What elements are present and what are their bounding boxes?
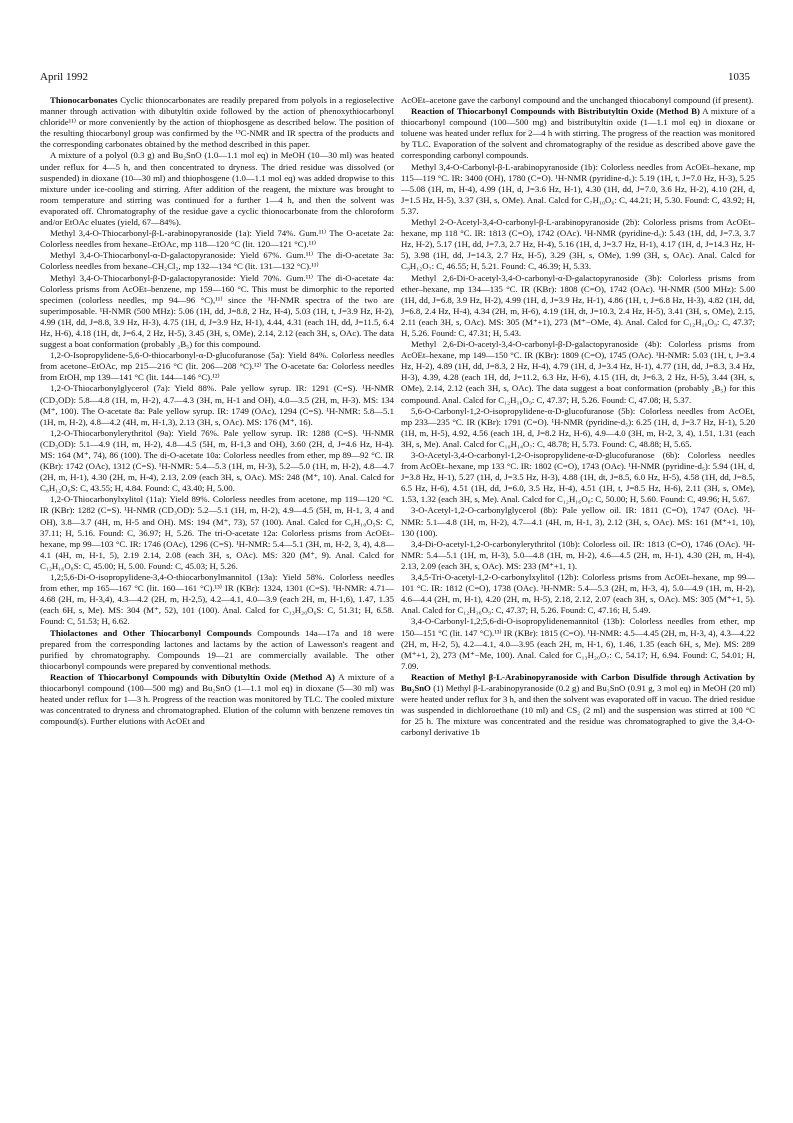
compound-entry: 5,6-O-Carbonyl-1,2-O-isopropylidene-α-D-glucofuranose (5b): Colorless needles from AcOEt, mp 233—235 °C. IR (KBr): 1791 (C=O). ¹H-NMR (pyridine-d₅): 6.25 (1H, d, J=3.7 Hz, H-1), 5.20 (1H, m, H-5), 4.92, 4.56 (each 1H, d, J=8.2 Hz, H-6), 4.9—4.0 (3H, m, H-2, 3, 4), 1.51, 1.31 (each 3H, s, Me). Anal. Calcd for C₁₀H₁₄O₇: C, 48.78; H, 5.73. Found: C, 48.88; H, 5.65. <box>401 405 755 449</box>
compound-entry: 1,2;5,6-Di-O-isopropylidene-3,4-O-thiocarbonylmannitol (13a): Yield 58%. Colorless needles from ether, mp 165—167 °C (lit. 160—161 °C).¹³⁾ IR (KBr): 1324, 1301 (C=S). ¹H-NMR: 4.71—4.68 (2H, m, H-3,4), 4.3—4.2 (2H, m, H-2,5), 4.2—4.1, 4.0—3.9 (each 2H, m, H-1,6), 1.47, 1.35 (each 6H, s, Me). MS: 304 (M⁺, 52), 101 (100). Anal. Calcd for C₁₃H₂₀O₆S: C, 51.31; H, 6.58. Found: C, 51.53; H, 6.62. <box>40 572 394 627</box>
paragraph-method-a: Reaction of Thiocarbonyl Compounds with Dibutyltin Oxide (Method A) A mixture of a thiocarbonyl compound (100—500 mg) and Bu₂SnO (1—1.1 mol eq) in dioxane (5—30 ml) was heated under reflux for 1—3 h. Progress of the reaction was monitored by TLC. The cooled mixture was concentrated to dryness and chromatographed. Elution of the column with benzene removes tin compound(s). Further elutions with AcOEt and <box>40 671 394 727</box>
section-heading: Reaction of Thiocarbonyl Compounds with Bistributyltin Oxide (Method B) <box>411 106 700 117</box>
compound-entry: 3,4,5-Tri-O-acetyl-1,2-O-carbonylxylitol (12b): Colorless prisms from AcOEt–hexane, mp 99—101 °C. IR: 1812 (C=O), 1738 (OAc). ¹H-NMR: 5.4—5.3 (2H, m, H-3, 4), 5.0—4.9 (1H, m, H-2), 4.6—4.4 (2H, m, H-1), 4.20 (2H, m, H-5), 2.18, 2.12, 2.07 (each 3H, s, OAc). MS: 305 (M⁺+1, 5). Anal. Calcd for C₁₂H₁₆O₉: C, 47.37; H, 5.26. Found: C, 47.16; H, 5.49. <box>401 572 755 616</box>
compound-entry: Methyl 3,4-O-Thiocarbonyl-β-D-galactopyranoside: Yield 70%. Gum.¹¹⁾ The di-O-acetate 4a: Colorless prisms from AcOEt–benzene, mp 159—160 °C. This must be dimorphic to the reported specimen (colorless needles, mp 94—96 °C),¹¹⁾ since the ¹H-NMR spectra of the two are superimposable. ¹H-NMR (500 MHz): 5.06 (1H, dd, J=8.8, 2 Hz, H-4), 5.03 (1H, t, J=3.9 Hz, H-2), 4.99 (1H, dd, J=8.8, 3.9 Hz, H-3), 4.75 (1H, d, J=3.9 Hz, H-1), 4.44, 4.31 (each 1H, dd, J=11.5, 6.4 Hz, H-6), 4.18 (1H, dt, J=6.4, 2 Hz, H-5), 3.45 (3H, s, OMe), 2.14, 2.12 (each 3H, s, OAc). The data suggest a boat conformation (probably ₂B₅) for this compound. <box>40 272 394 350</box>
page-number: 1035 <box>728 71 750 83</box>
compound-entry: Methyl 3,4-O-Thiocarbonyl-α-D-galactopyranoside: Yield 67%. Gum.¹¹⁾ The di-O-acetate 3a: Colorless needles from hexane–CH₂Cl₂, mp 132—134 °C (lit. 131—132 °C).¹¹⁾ <box>40 250 394 272</box>
compound-entry: 3-O-Acetyl-1,2-O-carbonylglycerol (8b): Pale yellow oil. IR: 1811 (C=O), 1747 (OAc). ¹H-NMR: 5.1—4.8 (1H, m, H-2), 4.7—4.1 (4H, m, H-1, 3), 2.12 (3H, s, OAc). MS: 161 (M⁺+1, 10), 130 (100). <box>401 505 755 538</box>
section-heading: Reaction of Methyl β-L-Arabinopyranoside with Carbon Disulfide through Activation by Bu₂SnO <box>401 671 755 693</box>
left-column <box>40 95 394 1095</box>
compound-entry: 1,2-O-Thiocarbonylxylitol (11a): Yield 89%. Colorless needles from acetone, mp 119—120 °C. IR (KBr): 1282 (C=S). ¹H-NMR (CD₃OD): 5.2—5.1 (1H, m, H-2), 4.9—4.5 (5H, m, H-1, 3, 4 and OH), 3.8—3.7 (4H, m, H-5 and OH). MS: 194 (M⁺, 73), 57 (100). Anal. Calcd for C₆H₁₀O₅S: C, 37.11; H, 5.16. Found: C, 36.97; H, 5.26. The tri-O-acetate 12a: Colorless prisms from AcOEt–hexane, mp 99—103 °C. IR: 1746 (OAc), 1296 (C=S). ¹H-NMR: 5.4—5.1 (3H, m, H-2, 3, 4), 4.8—4.1 (4H, m, H-1, 5), 2.19 2.14, 2.08 (each 3H, s, OAc). MS: 320 (M⁺, 9). Anal. Calcd for C₁₂H₁₆O₈S: C, 45.00; H, 5.00. Found: C, 45.03; H, 5.26. <box>40 494 394 571</box>
paragraph-continued: AcOEt–acetone gave the carbonyl compound and the unchanged thiocabonyl compound (if present). <box>401 95 754 105</box>
compound-entry: Methyl 3,4-O-Thiocarbonyl-β-L-arabinopyranoside (1a): Yield 74%. Gum.¹¹⁾ The O-acetate 2a: Colorless needles from hexane–EtOAc, mp 118—120 °C (lit. 120—121 °C).¹¹⁾ <box>40 228 394 250</box>
section-heading: Reaction of Thiocarbonyl Compounds with Dibutyltin Oxide (Method A) <box>50 671 335 682</box>
section-heading: Thionocarbonates <box>50 95 118 105</box>
compound-entry: 1,2-O-Thiocarbonylerythritol (9a): Yield 76%. Pale yellow syrup. IR: 1288 (C=S). ¹H-NMR (CD₃OD): 5.1—4.9 (1H, m, H-2), 4.8—4.5 (5H, m, H-1,3 and OH), 3.60 (2H, d, J=4.6 Hz, H-4). MS: 164 (M⁺, 74), 86 (100). The di-O-acetate 10a: Colorless needles from ether, mp 89—92 °C. IR (KBr): 1742 (OAc), 1312 (C=S). ¹H-NMR: 5.4—5.3 (1H, m, H-3), 5.2—5.0 (1H, m, H-2), 4.8—4.7 (2H, m, H-1), 4.30 (2H, m, H-4), 2.13, 2.09 (each 3H, s, OAc). MS: 248 (M⁺, 10). Anal. Calcd for C₈H₁₂O₆S: C, 43.55; H, 4.84. Found: C, 43.40; H, 5.00. <box>40 427 394 494</box>
compound-entry: 1,2-O-Isopropylidene-5,6-O-thiocarbonyl-α-D-glucofuranose (5a): Yield 84%. Colorless needles from acetone–EtOAc, mp 215—216 °C (lit. 206—208 °C).¹²⁾ The O-acetate 6a: Colorless needles from EtOH, mp 139—141 °C (lit. 144—146 °C).¹²⁾ <box>40 350 394 383</box>
right-column <box>401 95 755 1095</box>
compound-entry: Methyl 3,4-O-Carbonyl-β-L-arabinopyranoside (1b): Colorless needles from AcOEt–hexane, mp 115—119 °C. IR: 3400 (OH), 1780 (C=O). ¹H-NMR (pyridine-d₅): 5.19 (1H, t, J=7.0 Hz, H-3), 5.25—5.08 (1H, m, H-4), 4.99 (1H, d, J=3.6 Hz, H-1), 4.30 (1H, dd, J=7.0, 3.6 Hz, H-2), 4.10 (2H, d, J=1.5 Hz, H-5), 3.37 (3H, s, OMe). Anal. Calcd for C₇H₁₀O₆: C, 44.21; H, 5.30. Found: C, 43.92; H, 5.37. <box>401 161 755 216</box>
compound-entry: 3,4-Di-O-acetyl-1,2-O-carbonylerythritol (10b): Colorless oil. IR: 1813 (C=O), 1746 (OAc). ¹H-NMR: 5.4—5.1 (1H, m, H-3), 5.0—4.8 (1H, m, H-2), 4.6—4.5 (2H, m, H-1), 4.30 (2H, m, H-4), 2.13, 2.09 (each 3H, s, OAc). MS: 233 (M⁺+1, 1). <box>401 538 755 571</box>
compound-entry: 1,2-O-Thiocarbonylglycerol (7a): Yield 88%. Pale yellow syrup. IR: 1291 (C=S). ¹H-NMR (CD₃OD): 5.8—4.8 (1H, m, H-2), 4.7—4.3 (3H, m, H-1 and OH), 4.0—3.5 (2H, m, H-3). MS: 134 (M⁺, 100). The O-acetate 8a: Pale yellow syrup. IR: 1749 (OAc), 1294 (C=S). ¹H-NMR: 5.8—5.1 (1H, m, H-2), 4.8—4.2 (4H, m, H-1,3), 2.13 (3H, s, OAc). MS: 176 (M⁺, 16). <box>40 383 394 427</box>
paragraph-method-b: Reaction of Thiocarbonyl Compounds with Bistributyltin Oxide (Method B) A mixture of a thiocarbonyl compound (100—500 mg) and bistributyltin oxide (1—1.1 mol eq) in dioxane or toluene was heated under reflux for 2—4 h with stirring. The progress of the reaction was monitored by TLC. Evaporation of the solvent and chromatography of the residue as described above gave the corresponding carbonyl compounds. <box>401 106 755 161</box>
paragraph-thionocarbonates: Thionocarbonates Cyclic thionocarbonates are readily prepared from polyols in a regioselective manner through activation with dibutyltin oxide followed by the action of phenoxythiocarbonyl chloride¹¹⁾ or more conveniently by the action of thiophosgene as described below. The position of the resulting thiocarbonyl group was confirmed by the ¹³C-NMR and IR spectra of the products and the corresponding carbonates obtained by the method described in this paper. <box>40 95 394 150</box>
compound-entry: Methyl 2,6-Di-O-acetyl-3,4-O-carbonyl-β-D-galactopyranoside (4b): Colorless prisms from AcOEt–hexane, mp 149—150 °C. IR (KBr): 1809 (C=O), 1745 (OAc). ¹H-NMR: 5.03 (1H, t, J=3.4 Hz, H-2), 4.89 (1H, dd, J=8.3, 2 Hz, H-4), 4.79 (1H, d, J=3.4 Hz, H-1), 4.77 (1H, dd, J=8.3, 3.4 Hz, H-3), 4.39, 4.28 (each 1H, dd, J=11.2, 6.3 Hz, H-6), 4.15 (1H, dt, J=6.3, 2 Hz, H-5), 3.44 (3H, s, OMe), 2.14, 2.12 (each 3H, s, OAc). The data suggest a boat conformation (probably ₂B₅) for this compound. Anal. Calcd for C₁₂H₁₆O₉: C, 47.37; H, 5.26. Found: C, 47.08; H, 5.37. <box>401 339 755 405</box>
paragraph-procedure: A mixture of a polyol (0.3 g) and Bu₂SnO (1.0—1.1 mol eq) in MeOH (10—30 ml) was heated under reflux for 4—5 h, and then concentrated to dryness. The dried residue was dissolved (or suspended) in dioxane (10—30 ml) and thiophosgene (1.0—1.1 mol eq) was added dropwise to this mixture under ice-cooling and stirring. After addition of the reagent, the mixture was brought to room temperature and stirring was continued for a further 1—4 h, and then the solvent was evaporated off. Chromatography of the residue gave a cyclic thionocarbonate from the chloroform and/or EtOAc eluates (yield, 67—84%). <box>40 150 394 228</box>
compound-entry: Methyl 2,6-Di-O-acetyl-3,4-O-carbonyl-α-D-galactopyranoside (3b): Colorless prisms from ether–hexane, mp 134—135 °C. IR (KBr): 1808 (C=O), 1742 (OAc). ¹H-NMR (500 MHz): 5.00 (1H, dd, J=6.8, 3.9 Hz, H-2), 4.99 (1H, d, J=3.9 Hz, H-1), 4.86 (1H, t, J=6.8 Hz, H-3), 4.82 (1H, dd, J=6.8, 2.4 Hz, H-4), 4.34 (2H, m, H-6), 4.19 (1H, dt, J=10.3, 2.4 Hz, H-5), 3.41 (3H, s, OMe), 2.15, 2.11 (each 3H, s, OAc). MS: 305 (M⁺+1), 273 (M⁺−OMe, 4). Anal. Calcd for C₁₂H₁₆O₉: C, 47.37; H, 5.26. Found: C, 47.31; H, 5.43. <box>401 272 755 338</box>
section-heading: Thiolactones and Other Thiocarbonyl Compounds <box>50 627 252 638</box>
compound-entry: 3,4-O-Carbonyl-1,2;5,6-di-O-isopropylidenemannitol (13b): Colorless needles from ether, mp 150—151 °C (lit. 147 °C).¹³⁾ IR (KBr): 1815 (C=O). ¹H-NMR: 4.5—4.45 (2H, m, H-3, 4), 4.3—4.22 (2H, m, H-2, 5), 4.2—4.1, 4.0—3.95 (each 2H, m, H-1, 6), 1.46, 1.35 (each 6H, s, Me). MS: 289 (M⁺+1, 2), 273 (M⁺−Me, 100). Anal. Calcd for C₁₃H₂₀O₇: C, 54.17; H, 6.94. Found: C, 54.01; H, 7.09. <box>401 616 755 671</box>
paragraph-carbon-disulfide: Reaction of Methyl β-L-Arabinopyranoside with Carbon Disulfide through Activation by Bu₂SnO (1) Methyl β-L-arabinopyranoside (0.2 g) and Bu₂SnO (0.91 g, 3 mol eq) in MeOH (20 ml) were heated under reflux for 3 h, and then the solvent was evaporated off in vacuo. The dried residue was suspended in dichloroethane (10 ml) and CS₂ (2 ml) and the suspension was stirred at 100 °C for 25 h. The mixture was concentrated and the residue was chromatographed to give the 3,4-O-carbonyl derivative 1b <box>401 671 755 738</box>
compound-entry: 3-O-Acetyl-3,4-O-carbonyl-1,2-O-isopropylidene-α-D-glucofuranose (6b): Colorless needles from AcOEt–hexane, mp 133 °C. IR: 1802 (C=O), 1743 (OAc). ¹H-NMR (pyridine-d₅): 5.94 (1H, d, J=3.8 Hz, H-1), 5.27 (1H, d, J=3.5 Hz, H-3), 4.88 (1H, dt, J=8.5, 6.0 Hz, H-5), 4.58 (1H, dd, J=8.5, 6.5 Hz, H-6), 4.51 (1H, dd, J=6.0, 3.5 Hz, H-4), 4.51 (1H, t, J=8.5 Hz, H-6), 2.11 (3H, s, OMe), 1.53, 1.32 (each 3H, s, Me). Anal. Calcd for C₁₂H₁₆O₈: C, 50.00; H, 5.60. Found: C, 49.96; H, 5.67. <box>401 450 755 505</box>
paragraph-thiolactones: Thiolactones and Other Thiocarbonyl Compounds Compounds 14a—17a and 18 were prepared from the corresponding lactones and lactams by the action of Lawesson's reagent and purified by chromatography. Compounds 19—21 are commercially available. The other thiocarbonyl compounds were prepared by conventional methods. <box>40 627 394 671</box>
compound-entry: Methyl 2-O-Acetyl-3,4-O-carbonyl-β-L-arabinopyranoside (2b): Colorless prisms from AcOEt–hexane, mp 118 °C. IR: 1813 (C=O), 1742 (OAc). ¹H-NMR (pyridine-d₅): 5.43 (1H, dd, J=7.3, 3.7 Hz, H-2), 5.17 (1H, dd, J=7.3, 2.7 Hz, H-4), 5.16 (1H, d, J=3.7 Hz, H-1), 4.17 (1H, d, J=14.3 Hz, H-5), 3.98 (1H, dd, J=14.3, 2.7 Hz, H-5), 3.29 (3H, s, OMe), 1.99 (3H, s, OAc). Anal. Calcd for C₉H₁₂O₇: C, 46.55; H, 5.21. Found: C, 46.39; H, 5.33. <box>401 217 755 272</box>
running-header-date: April 1992 <box>40 71 88 83</box>
